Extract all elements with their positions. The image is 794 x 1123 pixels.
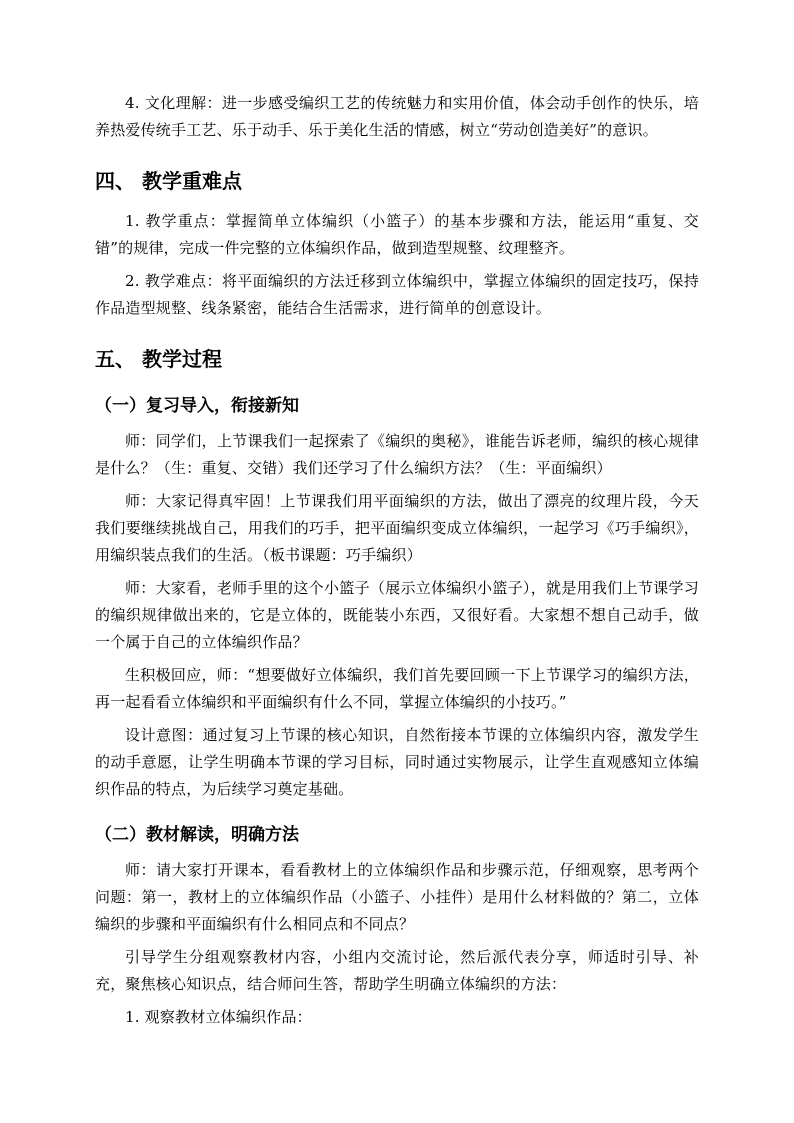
paragraph-observe-works: 1. 观察教材立体编织作品： [125, 1008, 312, 1026]
paragraph-design-intent: 设计意图：通过复习上节课的核心知识，自然衔接本节课的立体编织内容，激发学生的动手意愿，让学生明确本节课的学习目标，同时通过实物展示，让学生直观感知立体编织作品的特点，为后续学习奠定基础。 [95, 726, 699, 798]
paragraph-teaching-focus: 1. 教学重点：掌握简单立体编织（小篮子）的基本步骤和方法，能运用“重复、交错”的规律，完成一件完整的立体编织作品，做到造型规整、纹理整齐。 [95, 212, 699, 257]
paragraph-review-question: 师：同学们，上节课我们一起探索了《编织的奥秘》，谁能告诉老师，编织的核心规律是什么？（生：重复、交错）我们还学习了什么编织方法？（生：平面编织） [95, 432, 699, 477]
subsection-heading-textbook: （二）教材解读，明确方法 [95, 825, 299, 845]
section-heading-teaching-process: 五、 教学过程 [95, 347, 222, 371]
paragraph-teaching-difficulty: 2. 教学难点：将平面编织的方法迁移到立体编织中，掌握立体编织的固定技巧，保持作品造型规整、线条紧密，能结合生活需求，进行简单的创意设计。 [95, 272, 699, 317]
document-body [95, 90, 699, 1037]
paragraph-textbook-questions: 师：请大家打开课本，看看教材上的立体编织作品和步骤示范，仔细观察，思考两个问题：第一，教材上的立体编织作品（小篮子、小挂件）是用什么材料做的？第二，立体编织的步骤和平面编织有什么相同点和不同点？ [95, 861, 699, 933]
paragraph-group-discussion: 引导学生分组观察教材内容，小组内交流讨论，然后派代表分享，师适时引导、补充，聚焦核心知识点，结合师问生答，帮助学生明确立体编织的方法： [95, 948, 699, 993]
paragraph-student-response: 生积极回应，师：“想要做好立体编织，我们首先要回顾一下上节课学习的编织方法，再一起看看立体编织和平面编织有什么不同，掌握立体编织的小技巧。” [95, 666, 699, 711]
paragraph-review-transition: 师：大家记得真牢固！上节课我们用平面编织的方法，做出了漂亮的纹理片段，今天我们要继续挑战自己，用我们的巧手，把平面编织变成立体编织，一起学习《巧手编织》，用编织装点我们的生活。（板书课题：巧手编织） [95, 492, 699, 564]
section-heading-key-difficult-points: 四、 教学重难点 [95, 169, 242, 193]
subsection-heading-review: （一）复习导入，衔接新知 [95, 396, 299, 416]
paragraph-basket-demo: 师：大家看，老师手里的这个小篮子（展示立体编织小篮子），就是用我们上节课学习的编织规律做出来的，它是立体的，既能装小东西，又很好看。大家想不想自己动手，做一个属于自己的立体编织作品？ [95, 579, 699, 651]
paragraph-cultural-understanding: 4. 文化理解：进一步感受编织工艺的传统魅力和实用价值，体会动手创作的快乐，培养热爱传统手工艺、乐于动手、乐于美化生活的情感，树立“劳动创造美好”的意识。 [95, 94, 699, 139]
